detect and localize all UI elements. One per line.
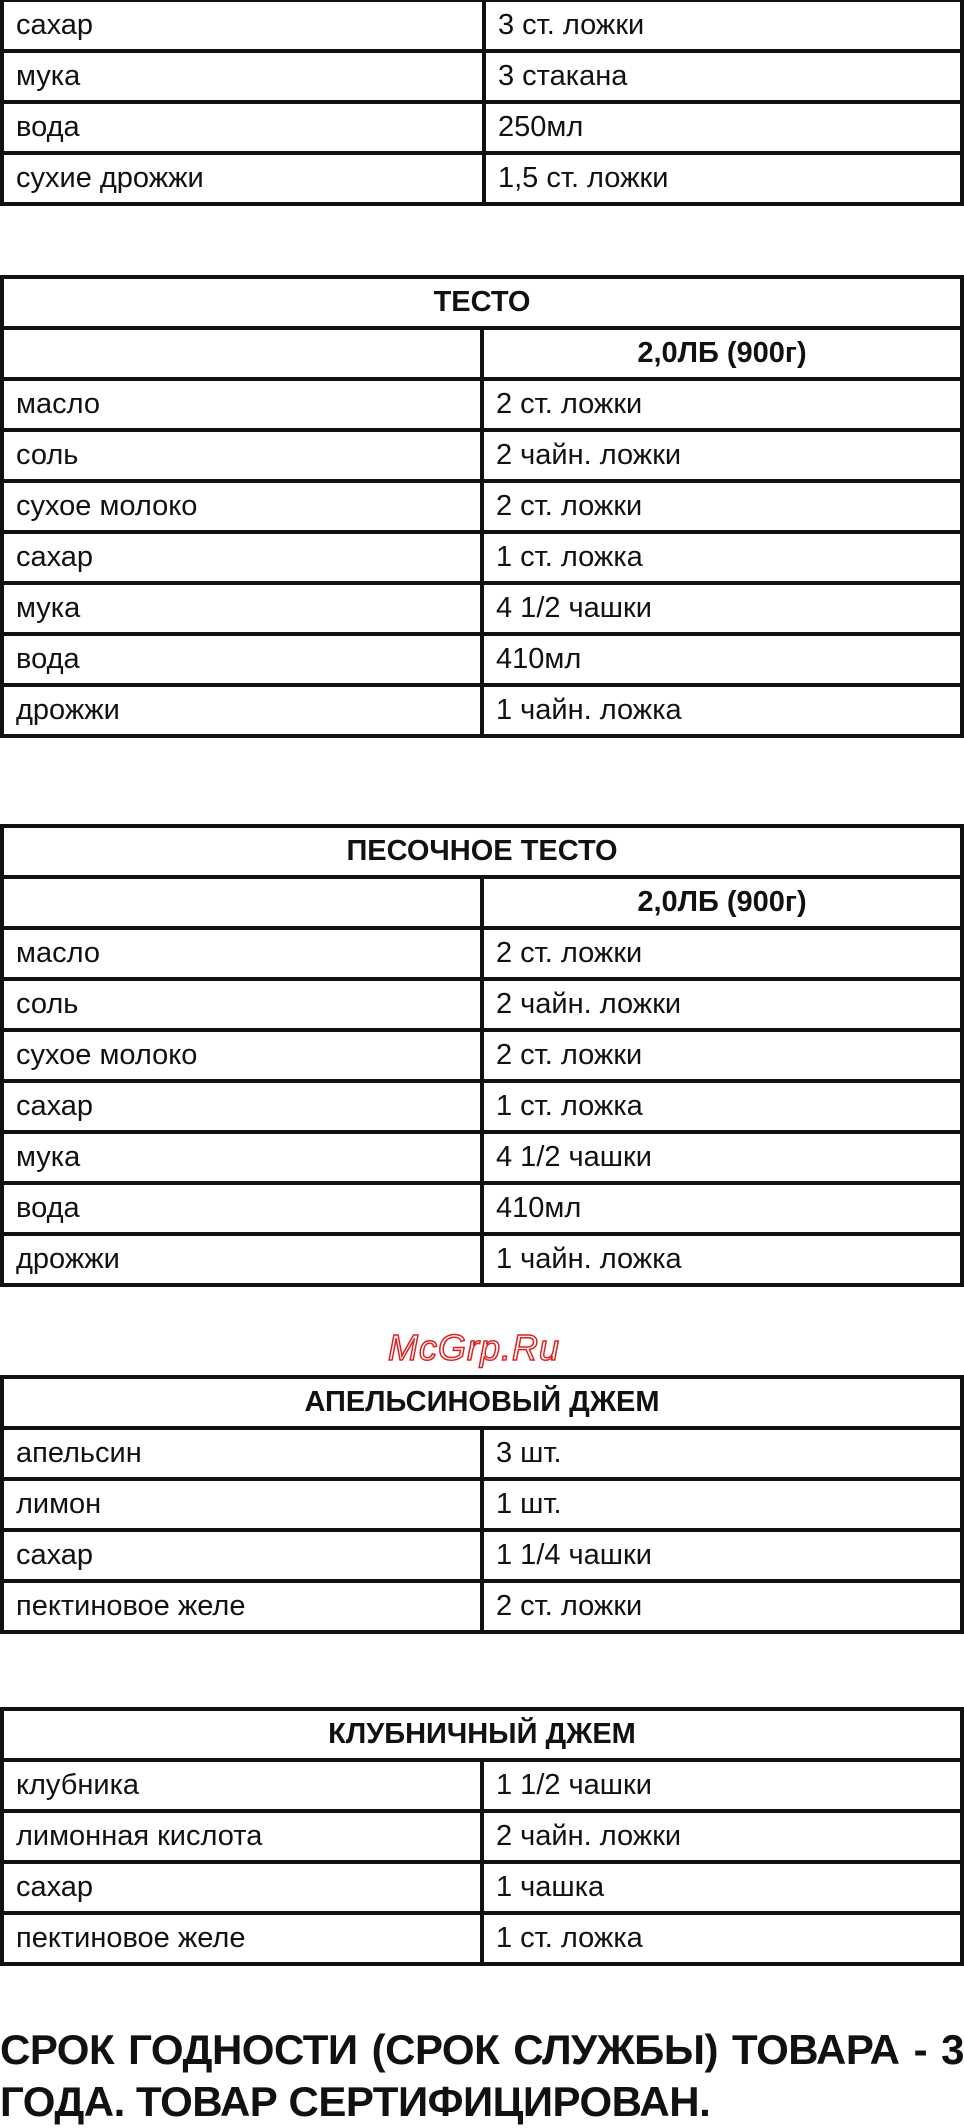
table-title-row: [2, 277, 962, 328]
ingredient-amount: 2 ст. ложки: [482, 928, 962, 979]
ingredient-amount: 1 1/2 чашки: [482, 1760, 962, 1811]
ingredient-name: апельсин: [2, 1428, 482, 1479]
ingredient-name: сухое молоко: [2, 1030, 482, 1081]
empty-header-cell: [2, 328, 482, 379]
notice-line-1: СРОК ГОДНОСТИ (СРОК СЛУЖБЫ) ТОВАРА - 3: [0, 2026, 964, 2073]
ingredient-amount: 1 чашка: [482, 1862, 962, 1913]
table-row: [2, 102, 962, 153]
table-row: [2, 0, 962, 51]
table-row: [2, 1530, 962, 1581]
ingredient-name: вода: [2, 102, 484, 153]
table-row: [2, 1183, 962, 1234]
table-row: [2, 928, 962, 979]
recipe-table: [0, 1707, 964, 1966]
table-title: ТЕСТО: [2, 277, 962, 328]
ingredient-amount: 1 ст. ложка: [482, 1913, 962, 1964]
ingredient-name: сахар: [2, 532, 482, 583]
table-row: [2, 379, 962, 430]
table-row: [2, 1030, 962, 1081]
table-row: [2, 583, 962, 634]
ingredient-amount: 1 1/4 чашки: [482, 1530, 962, 1581]
table-row: [2, 51, 962, 102]
table-row: [2, 685, 962, 736]
ingredient-name: сухие дрожжи: [2, 153, 484, 204]
ingredient-amount: 1 чайн. ложка: [482, 1234, 962, 1285]
ingredient-name: масло: [2, 928, 482, 979]
ingredient-name: мука: [2, 1132, 482, 1183]
table-row: [2, 532, 962, 583]
ingredient-amount: 1 ст. ложка: [482, 1081, 962, 1132]
table-title: КЛУБНИЧНЫЙ ДЖЕМ: [2, 1709, 962, 1760]
shelf-life-notice: [0, 2024, 964, 2128]
table-row: [2, 1760, 962, 1811]
ingredient-amount: 2 ст. ложки: [482, 1030, 962, 1081]
ingredient-amount: 2 чайн. ложки: [482, 979, 962, 1030]
table-row: [2, 979, 962, 1030]
ingredient-name: сахар: [2, 0, 484, 51]
ingredient-amount: 250мл: [484, 102, 962, 153]
ingredient-name: мука: [2, 51, 484, 102]
table-row: [2, 1428, 962, 1479]
ingredient-name: сухое молоко: [2, 481, 482, 532]
ingredient-amount: 2 чайн. ложки: [482, 1811, 962, 1862]
ingredient-amount: 3 ст. ложки: [484, 0, 962, 51]
table-row: [2, 634, 962, 685]
ingredient-name: соль: [2, 979, 482, 1030]
table-row: [2, 1132, 962, 1183]
ingredient-name: лимонная кислота: [2, 1811, 482, 1862]
ingredient-name: дрожжи: [2, 685, 482, 736]
ingredient-name: вода: [2, 634, 482, 685]
table-title-row: [2, 826, 962, 877]
table-title: АПЕЛЬСИНОВЫЙ ДЖЕМ: [2, 1377, 962, 1428]
table-row: [2, 481, 962, 532]
ingredient-name: соль: [2, 430, 482, 481]
table-row: [2, 1234, 962, 1285]
ingredient-amount: 2 ст. ложки: [482, 379, 962, 430]
table-title-row: [2, 1709, 962, 1760]
watermark: McGrp.Ru: [388, 1327, 561, 1368]
ingredient-amount: 1 чайн. ложка: [482, 685, 962, 736]
ingredient-name: пектиновое желе: [2, 1913, 482, 1964]
ingredient-amount: 4 1/2 чашки: [482, 583, 962, 634]
empty-header-cell: [2, 877, 482, 928]
recipe-table: [0, 1375, 964, 1634]
recipe-table: [0, 275, 964, 738]
notice-line-2: ГОДА. ТОВАР СЕРТИФИЦИРОВАН.: [0, 2078, 711, 2125]
ingredient-amount: 1 ст. ложка: [482, 532, 962, 583]
table-subheader-row: [2, 877, 962, 928]
table-row: [2, 430, 962, 481]
ingredient-amount: 4 1/2 чашки: [482, 1132, 962, 1183]
table-title-row: [2, 1377, 962, 1428]
ingredient-amount: 2 чайн. ложки: [482, 430, 962, 481]
table-subheader-row: [2, 328, 962, 379]
ingredient-name: пектиновое желе: [2, 1581, 482, 1632]
ingredient-amount: 2 ст. ложки: [482, 481, 962, 532]
ingredient-amount: 1,5 ст. ложки: [484, 153, 962, 204]
ingredient-name: сахар: [2, 1081, 482, 1132]
weight-header: 2,0ЛБ (900г): [482, 328, 962, 379]
table-title: ПЕСОЧНОЕ ТЕСТО: [2, 826, 962, 877]
ingredient-name: масло: [2, 379, 482, 430]
table-row: [2, 1862, 962, 1913]
table-row: [2, 1811, 962, 1862]
ingredient-amount: 3 шт.: [482, 1428, 962, 1479]
ingredient-name: лимон: [2, 1479, 482, 1530]
table-row: [2, 1081, 962, 1132]
weight-header: 2,0ЛБ (900г): [482, 877, 962, 928]
ingredient-name: дрожжи: [2, 1234, 482, 1285]
ingredient-name: сахар: [2, 1862, 482, 1913]
ingredient-name: сахар: [2, 1530, 482, 1581]
table-row: [2, 153, 962, 204]
ingredient-amount: 410мл: [482, 1183, 962, 1234]
ingredient-amount: 3 стакана: [484, 51, 962, 102]
ingredient-amount: 1 шт.: [482, 1479, 962, 1530]
recipe-table: [0, 0, 964, 206]
ingredient-amount: 2 ст. ложки: [482, 1581, 962, 1632]
ingredient-name: клубника: [2, 1760, 482, 1811]
ingredient-amount: 410мл: [482, 634, 962, 685]
ingredient-name: вода: [2, 1183, 482, 1234]
ingredient-name: мука: [2, 583, 482, 634]
recipe-table: [0, 824, 964, 1287]
table-row: [2, 1913, 962, 1964]
table-row: [2, 1581, 962, 1632]
table-row: [2, 1479, 962, 1530]
